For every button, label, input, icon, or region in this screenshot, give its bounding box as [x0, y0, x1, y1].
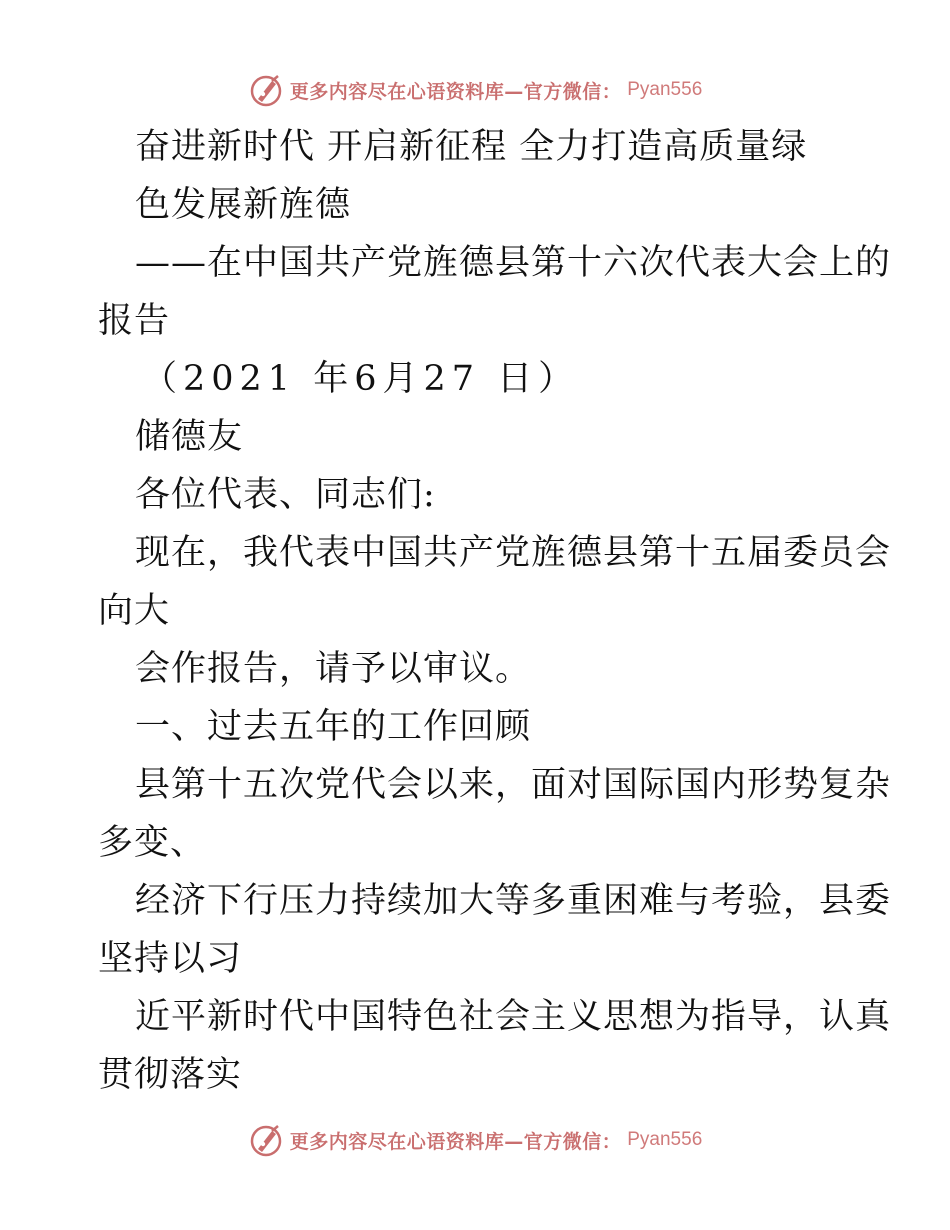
pen-logo-icon	[248, 1122, 284, 1158]
title-line-2: 色发展新旌德	[135, 185, 352, 225]
subtitle-line-2: 报告	[98, 301, 171, 341]
salutation-line: 各位代表、同志们:	[135, 475, 436, 515]
watermark-wechat-id: Pyan556	[627, 1129, 703, 1150]
paragraph-line: 近平新时代中国特色社会主义思想为指导，认真	[135, 997, 892, 1037]
paragraph-line: 县第十五次党代会以来，面对国际国内形势复杂	[135, 765, 892, 805]
paragraph-line: 坚持以习	[98, 939, 243, 979]
watermark-footer	[0, 1120, 950, 1160]
document-body	[98, 118, 892, 1104]
watermark-text: 更多内容尽在心语资料库—官方微信：	[289, 1130, 622, 1153]
title-line-1: 奋进新时代 开启新征程 全力打造高质量绿	[135, 127, 808, 167]
subtitle-line-1: ——在中国共产党旌德县第十六次代表大会上的	[135, 243, 892, 283]
watermark-wechat-id: Pyan556	[627, 79, 703, 100]
watermark-text: 更多内容尽在心语资料库—官方微信：	[289, 80, 622, 103]
paragraph-line: 向大	[98, 591, 171, 631]
paragraph-line: 会作报告，请予以审议。	[135, 649, 532, 689]
paragraph-line: 贯彻落实	[98, 1055, 243, 1095]
pen-logo-icon	[248, 72, 284, 108]
watermark-header	[0, 70, 950, 110]
author-line: 储德友	[135, 417, 244, 457]
paragraph-line: 经济下行压力持续加大等多重困难与考验，县委	[135, 881, 892, 921]
paragraph-line: 多变、	[98, 823, 207, 863]
date-line: （2021 年6月27 日）	[142, 359, 580, 399]
paragraph-line: 现在，我代表中国共产党旌德县第十五届委员会	[135, 533, 892, 573]
section-heading: 一、过去五年的工作回顾	[135, 707, 532, 747]
